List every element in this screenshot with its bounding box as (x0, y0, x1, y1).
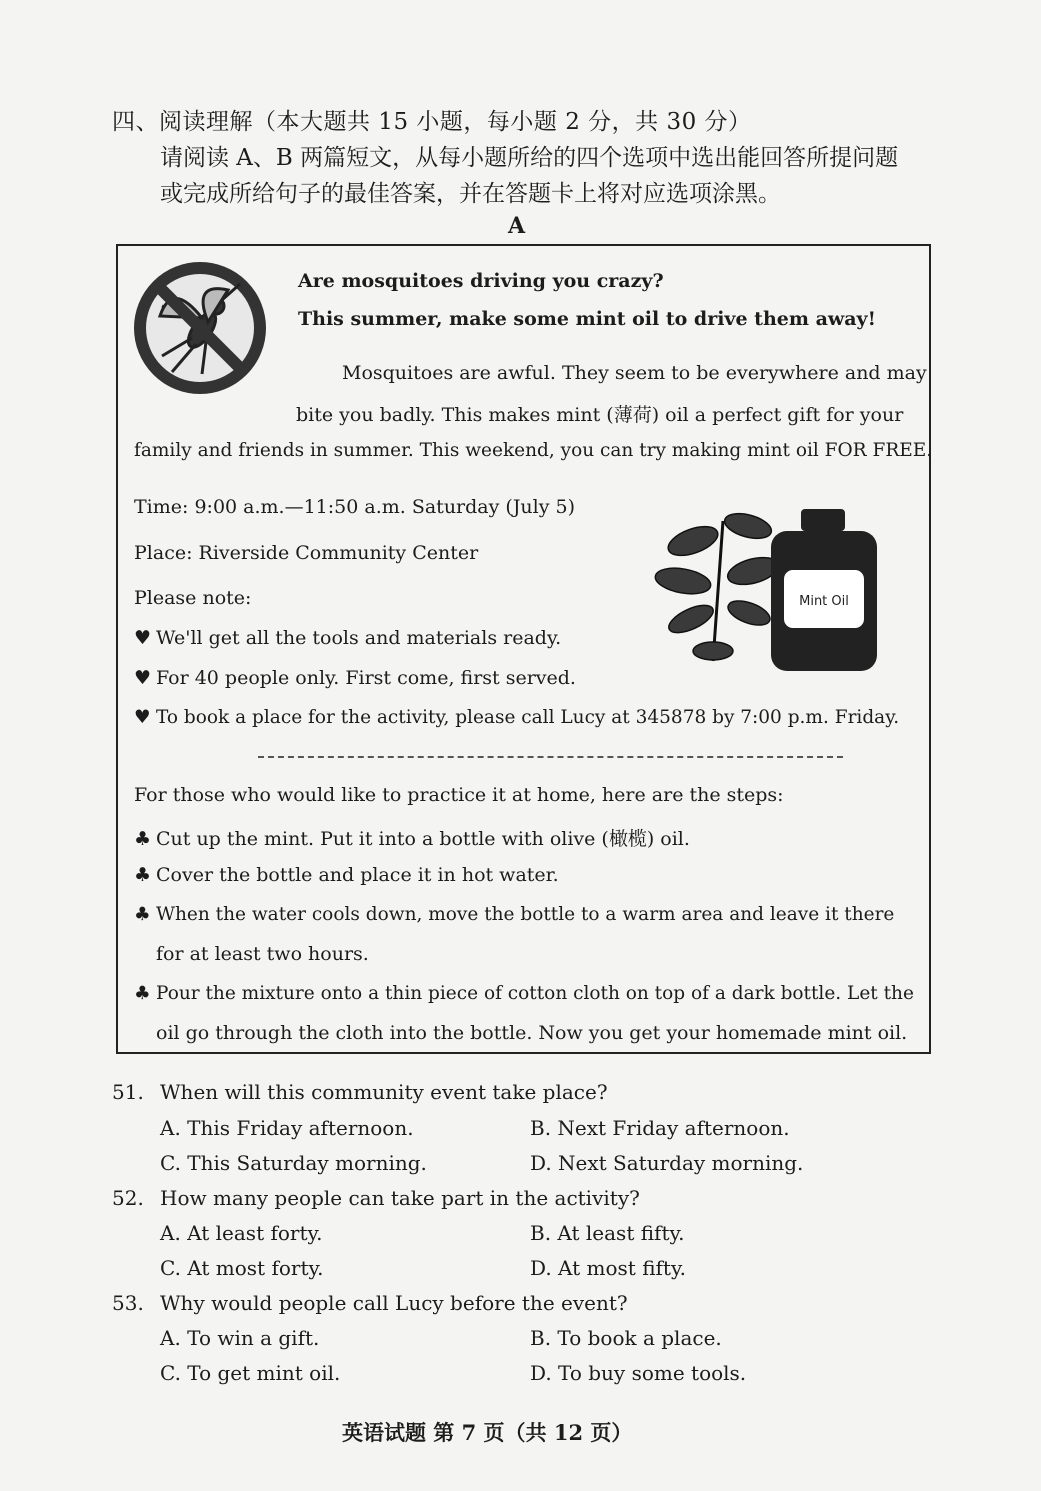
headline-2: This summer, make some mint oil to drive them away! (298, 308, 876, 330)
option-d: D. At most fifty. (530, 1256, 686, 1280)
headline-1: Are mosquitoes driving you crazy? (298, 270, 664, 292)
passage-box (116, 244, 931, 1054)
heart-icon: ♥ (134, 707, 151, 728)
step-item: ♣ Cover the bottle and place it in hot water. (134, 864, 559, 886)
intro-line-2: bite you badly. This makes mint (薄荷) oil a perfect gift for your (296, 404, 904, 426)
option-c: C. To get mint oil. (160, 1361, 341, 1385)
step-item-continued: for at least two hours. (156, 943, 369, 965)
mint-oil-illustration (653, 501, 893, 676)
club-icon: ♣ (134, 828, 152, 850)
question-53: 53. Why would people call Lucy before the event? (112, 1291, 628, 1315)
heart-icon: ♥ (134, 627, 152, 649)
note-item: ♥ We'll get all the tools and materials ready. (134, 627, 562, 649)
option-b: B. To book a place. (530, 1326, 722, 1350)
heart-icon: ♥ (134, 667, 152, 689)
event-place: Place: Riverside Community Center (134, 542, 479, 564)
club-icon: ♣ (134, 983, 151, 1004)
club-icon: ♣ (134, 904, 151, 925)
step-item: ♣ Pour the mixture onto a thin piece of cotton cloth on top of a dark bottle. Let the (134, 983, 914, 1004)
option-d: D. Next Saturday morning. (530, 1151, 804, 1175)
section-divider (258, 756, 843, 758)
option-a: A. At least forty. (160, 1221, 323, 1245)
question-51: 51. When will this community event take place? (112, 1080, 608, 1104)
note-item: ♥ To book a place for the activity, please call Lucy at 345878 by 7:00 p.m. Friday. (134, 707, 900, 728)
step-item: ♣ Cut up the mint. Put it into a bottle with olive (橄榄) oil. (134, 828, 690, 850)
passage-label: A (508, 213, 526, 239)
steps-intro: For those who would like to practice it at home, here are the steps: (134, 784, 784, 806)
no-mosquito-icon (132, 260, 268, 396)
note-title: Please note: (134, 587, 252, 609)
step-item-continued: oil go through the cloth into the bottle. Now you get your homemade mint oil. (156, 1022, 908, 1044)
bottle-label: Mint Oil (799, 594, 849, 609)
instruction-line-1: 请阅读 A、B 两篇短文，从每小题所给的四个选项中选出能回答所提问题 (160, 145, 899, 171)
option-a: A. To win a gift. (160, 1326, 320, 1350)
option-c: C. At most forty. (160, 1256, 324, 1280)
option-b: B. At least fifty. (530, 1221, 685, 1245)
step-item: ♣ When the water cools down, move the bottle to a warm area and leave it there (134, 904, 895, 925)
option-d: D. To buy some tools. (530, 1361, 747, 1385)
option-c: C. This Saturday morning. (160, 1151, 427, 1175)
club-icon: ♣ (134, 864, 152, 886)
note-item: ♥ For 40 people only. First come, first served. (134, 667, 576, 689)
option-a: A. This Friday afternoon. (160, 1116, 414, 1140)
instruction-line-2: 或完成所给句子的最佳答案，并在答题卡上将对应选项涂黑。 (160, 181, 781, 207)
event-time: Time: 9:00 a.m.—11:50 a.m. Saturday (July 5) (134, 496, 576, 518)
section-title: 四、阅读理解（本大题共 15 小题，每小题 2 分，共 30 分） (112, 109, 752, 135)
section-instruction (160, 140, 950, 212)
page-footer: 英语试题 第 7 页（共 12 页） (342, 1420, 633, 1445)
question-52: 52. How many people can take part in the activity? (112, 1186, 640, 1210)
option-b: B. Next Friday afternoon. (530, 1116, 790, 1140)
intro-line-1: Mosquitoes are awful. They seem to be everywhere and may (342, 362, 927, 384)
intro-line-3: family and friends in summer. This weekend, you can try making mint oil FOR FREE. (134, 440, 933, 461)
